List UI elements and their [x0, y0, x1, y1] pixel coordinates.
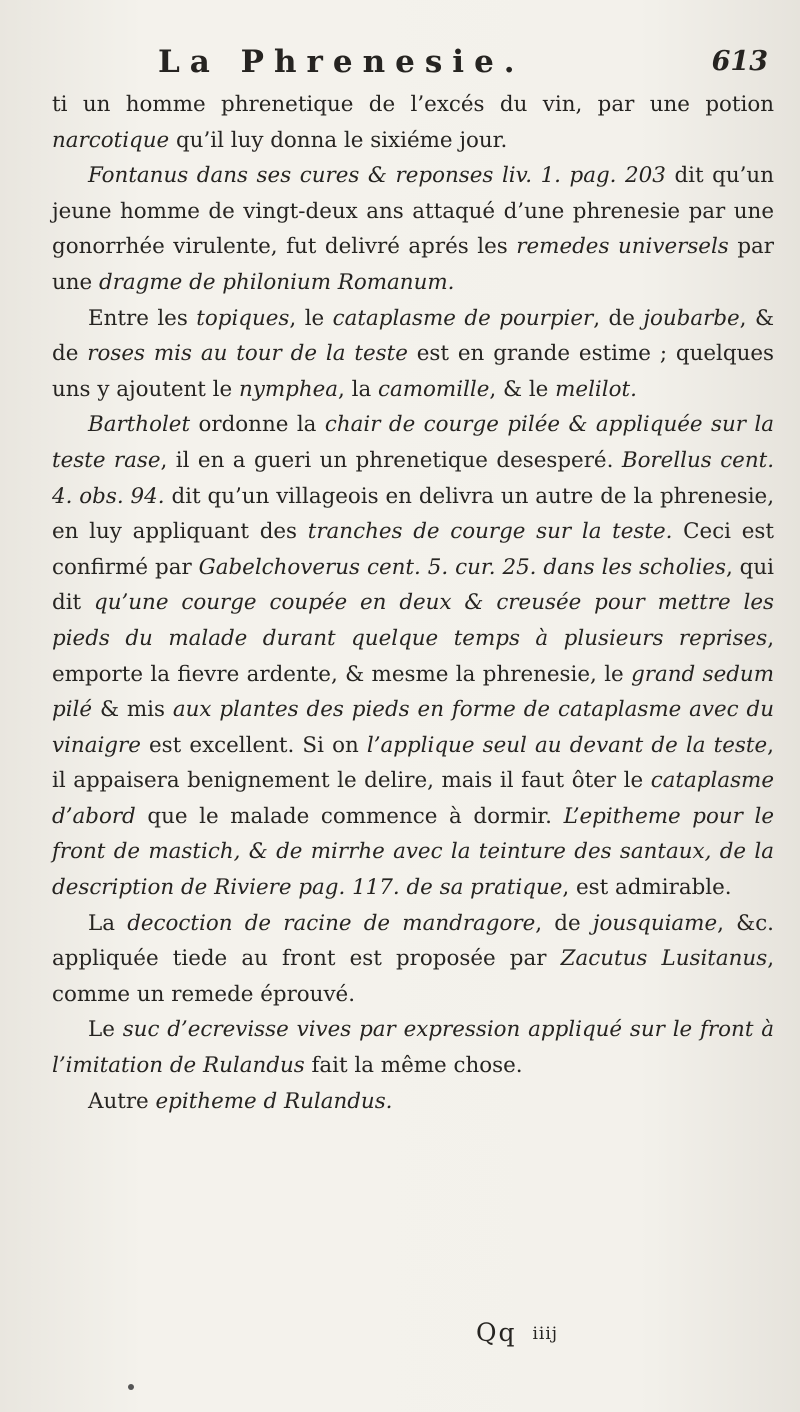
ink-speck — [128, 1384, 134, 1390]
text-run: , il appaisera benignement le delire, mais il faut ôter le — [52, 732, 774, 794]
text-run: Le — [88, 1017, 123, 1043]
italic-run: epitheme d Rulandus. — [155, 1088, 393, 1114]
italic-run: aux plantes des pieds en forme de cataplasme avec du vinaigre — [52, 697, 774, 758]
italic-run: tranches de courge sur la teste. — [307, 519, 673, 545]
italic-run: topiques — [196, 305, 290, 331]
italic-run: joubarbe — [643, 305, 740, 331]
italic-run: chair de courge pilée & appliquée sur la teste rase — [52, 412, 774, 473]
text-run: , de — [535, 910, 593, 936]
page-header — [118, 44, 768, 88]
paragraph — [52, 1084, 774, 1120]
text-run: fait la même chose. — [304, 1053, 523, 1079]
text-run: & mis — [92, 697, 173, 723]
text-run: ordonne la — [190, 412, 325, 438]
italic-run: melilot. — [555, 376, 637, 402]
paragraph — [52, 1012, 774, 1083]
text-run: , qui dit — [52, 554, 774, 616]
italic-run: roses mis au tour de la teste — [87, 341, 408, 367]
italic-run: cataplasme d’abord — [52, 768, 774, 829]
text-run: ti un homme phrenetique de l’excés du vin, par une potion — [52, 92, 774, 117]
paragraph — [52, 301, 774, 408]
text-run: , il en a gueri un phrenetique desesperé. — [160, 447, 622, 473]
italic-run: qu’une courge coupée en deux & creusée pour mettre les pieds du malade durant quelque temps à plusieurs reprises — [52, 590, 774, 651]
italic-run: Fontanus dans ses cures & reponses liv. 1. pag. 203 — [88, 163, 666, 189]
paragraph — [52, 158, 774, 300]
text-run: que le malade commence à dormir. — [135, 803, 564, 829]
page-number: 613 — [711, 46, 768, 77]
text-run: dit qu’un jeune homme de vingt-deux ans attaqué d’une phrenesie par une gonorrhée virulente, fut delivré aprés les — [52, 163, 774, 260]
italic-run: jousquiame — [592, 910, 718, 936]
text-run: , emporte la fievre ardente, & mesme la phrenesie, le — [52, 625, 774, 687]
text-run: , de — [593, 305, 644, 331]
text-run: qu’il luy donna le sixiéme jour. — [169, 127, 508, 153]
text-run: par une — [52, 234, 774, 295]
italic-run: grand sedum pilé — [52, 661, 774, 723]
text-run: , la — [338, 376, 379, 402]
body-text — [52, 87, 774, 1119]
text-run: , & le — [489, 376, 556, 402]
text-run: , & de — [52, 305, 774, 367]
italic-run: remedes universels — [516, 234, 729, 260]
signature-number: iiij — [532, 1324, 559, 1344]
italic-run: camomille — [378, 376, 490, 402]
text-run: Autre — [88, 1088, 156, 1114]
italic-run: dragme de philonium Romanum. — [99, 269, 455, 295]
text-run: , comme un remede éprouvé. — [52, 946, 774, 1007]
text-run: dit qu’un villageois en delivra un autre de la phrenesie, en luy appliquant des — [52, 483, 775, 545]
italic-run: suc d’ecrevisse vives par expression appliqué sur le front à l’imitation de Rulandus — [52, 1017, 774, 1079]
text-run: La — [88, 910, 128, 936]
paragraph — [52, 87, 774, 158]
italic-run: cataplasme de pourpier — [332, 305, 594, 331]
italic-run: L’epitheme pour le front de mastich, & de mirrhe avec la teinture des santaux, de la description de Riviere pag. 117. de sa pratique — [52, 803, 774, 901]
text-run: Ceci est confirmé par — [52, 519, 774, 580]
italic-run: Borellus cent. 4. obs. 94. — [52, 447, 775, 509]
text-run: , le — [289, 305, 333, 331]
signature-mark — [476, 1318, 558, 1347]
text-run: , &c. appliquée tiede au front est proposée par — [52, 910, 774, 972]
text-run: , est admirable. — [562, 875, 732, 901]
italic-run: narcotique — [52, 127, 170, 153]
signature-letters: Qq — [476, 1318, 517, 1347]
text-run: est excellent. Si on — [140, 732, 367, 758]
italic-run: Gabelchoverus cent. 5. cur. 25. dans les scholies — [198, 554, 726, 580]
paragraph — [52, 407, 774, 905]
text-run: Entre les — [88, 305, 197, 331]
italic-run: Bartholet — [88, 412, 191, 438]
paragraph — [52, 906, 774, 1013]
italic-run: l’applique seul au devant de la teste — [366, 732, 768, 758]
italic-run: Zacutus Lusitanus — [560, 946, 768, 972]
running-head: La Phrenesie. — [158, 44, 525, 80]
italic-run: decoction de racine de mandragore — [127, 910, 536, 936]
italic-run: nymphea — [238, 376, 339, 402]
text-run: est en grande estime ; quelques uns y ajoutent le — [52, 341, 774, 402]
